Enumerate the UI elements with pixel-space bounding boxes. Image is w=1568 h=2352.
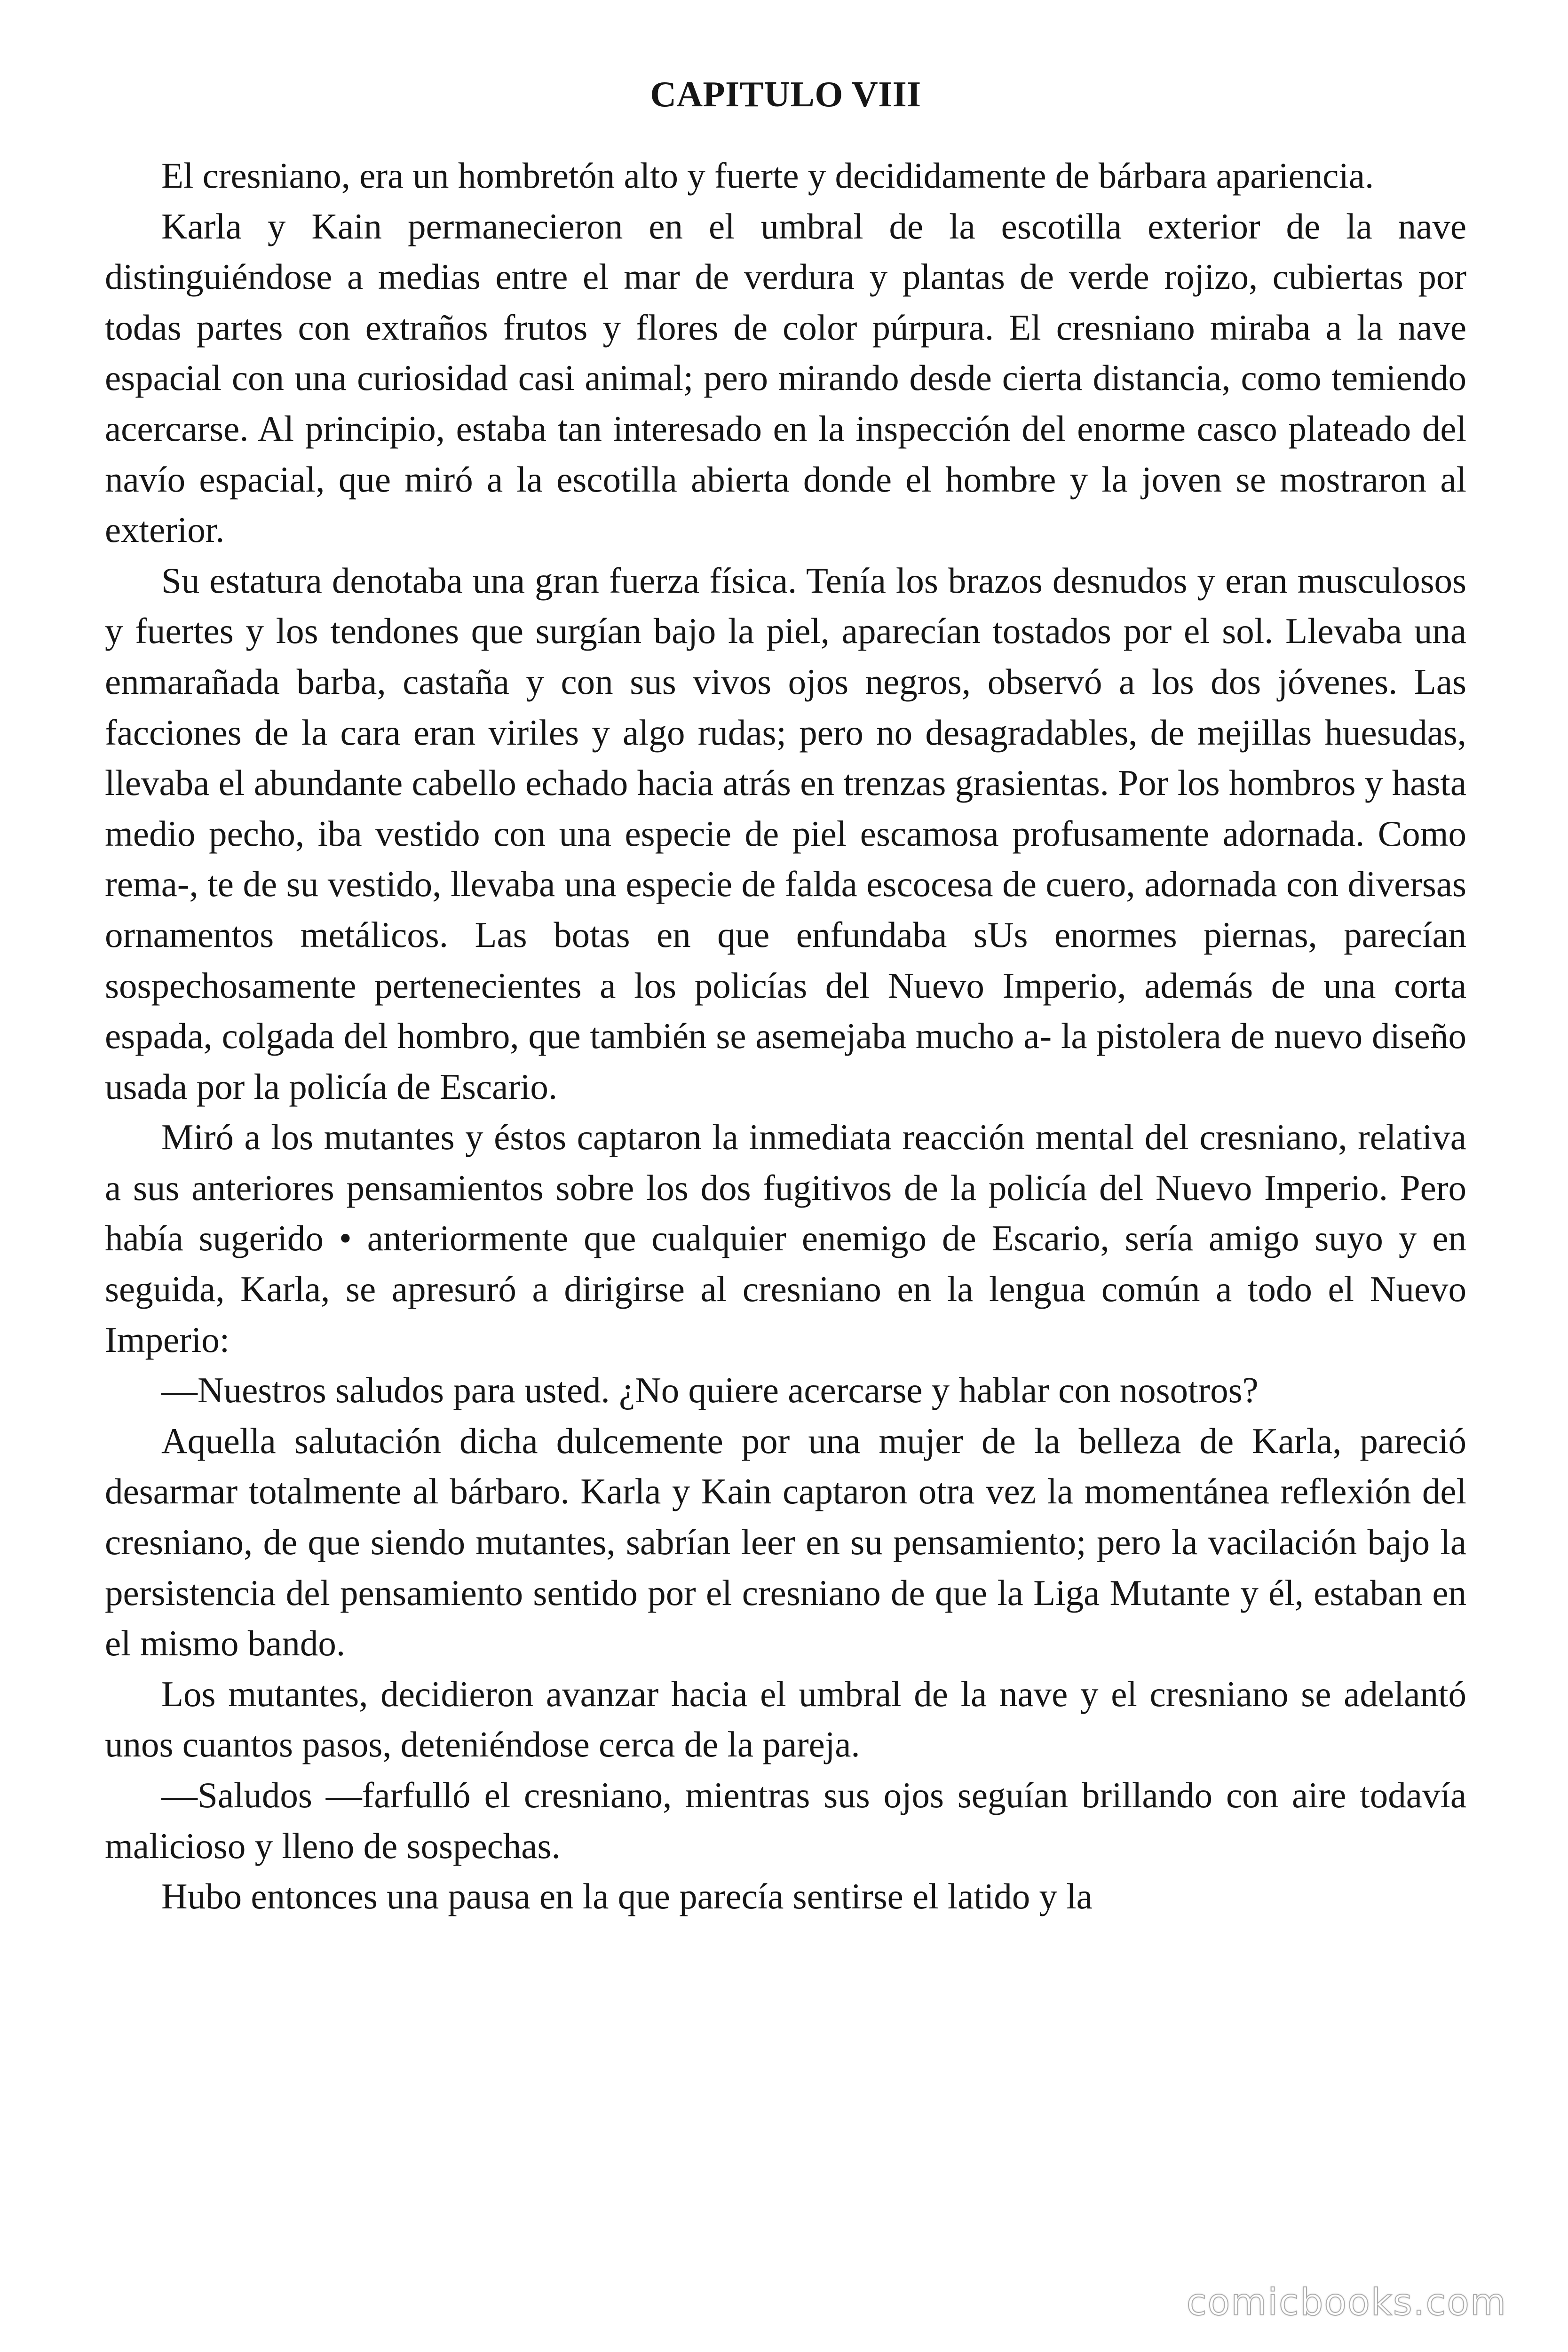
- chapter-body: [105, 151, 1466, 1922]
- paragraph: Su estatura denotaba una gran fuerza física. Tenía los brazos desnudos y eran musculosos y fuertes y los tendones que surgían bajo la piel, aparecían tostados por el sol. Llevaba una enmarañada barba, castaña y con sus vivos ojos negros, observó a los dos jóvenes. Las facciones de la cara eran viriles y algo rudas; pero no desagradables, de mejillas huesudas, llevaba el abundante cabello echado hacia atrás en trenzas grasientas. Por los hombros y hasta medio pecho, iba vestido con una especie de piel escamosa profusamente adornada. Como rema-, te de su vestido, llevaba una especie de falda escocesa de cuero, adornada con diversas ornamentos metálicos. Las botas en que enfundaba sUs enormes piernas, parecían sospechosamente pertenecientes a los policías del Nuevo Imperio, además de una corta espada, colgada del hombro, que también se asemejaba mucho a- la pistolera de nuevo diseño usada por la policía de Escario.: [105, 560, 1466, 1107]
- paragraph: Los mutantes, decidieron avanzar hacia el umbral de la nave y el cresniano se adelantó unos cuantos pasos, deteniéndose cerca de la pareja.: [105, 1673, 1466, 1765]
- paragraph: Miró a los mutantes y éstos captaron la inmediata reacción mental del cresniano, relativa a sus anteriores pensamientos sobre los dos fugitivos de la policía del Nuevo Imperio. Pero había sugerido • anteriormente que cualquier enemigo de Escario, sería amigo suyo y en seguida, Karla, se apresuró a dirigirse al cresniano en la lengua común a todo el Nuevo Imperio:: [105, 1117, 1466, 1360]
- watermark: comicbooks.com: [1186, 2281, 1507, 2324]
- paragraph: —Nuestros saludos para usted. ¿No quiere acercarse y hablar con nosotros?: [161, 1370, 1259, 1411]
- paragraph: Hubo entonces una pausa en la que parecía sentirse el latido y la: [161, 1876, 1093, 1917]
- paragraph: —Saludos —farfulló el cresniano, mientras sus ojos seguían brillando con aire todavía malicioso y lleno de sospechas.: [105, 1775, 1466, 1866]
- paragraph: El cresniano, era un hombretón alto y fuerte y decididamente de bárbara apariencia.: [161, 155, 1374, 196]
- chapter-title: CAPITULO VIII: [650, 74, 921, 114]
- paragraph: Aquella salutación dicha dulcemente por una mujer de la belleza de Karla, pareció desarmar totalmente al bárbaro. Karla y Kain captaron otra vez la momentánea reflexión del cresniano, de que siendo mutantes, sabrían leer en su pensamiento; pero la vacilación bajo la persistencia del pensamiento sentido por el cresniano de que la Liga Mutante y él, estaban en el mismo bando.: [105, 1420, 1466, 1664]
- paragraph: Karla y Kain permanecieron en el umbral de la escotilla exterior de la nave distinguiéndose a medias entre el mar de verdura y plantas de verde rojizo, cubiertas por todas partes con extraños frutos y flores de color púrpura. El cresniano miraba a la nave espacial con una curiosidad casi animal; pero mirando desde cierta distancia, como temiendo acercarse. Al principio, estaba tan interesado en la inspección del enorme casco plateado del navío espacial, que miró a la escotilla abierta donde el hombre y la joven se mostraron al exterior.: [105, 206, 1466, 550]
